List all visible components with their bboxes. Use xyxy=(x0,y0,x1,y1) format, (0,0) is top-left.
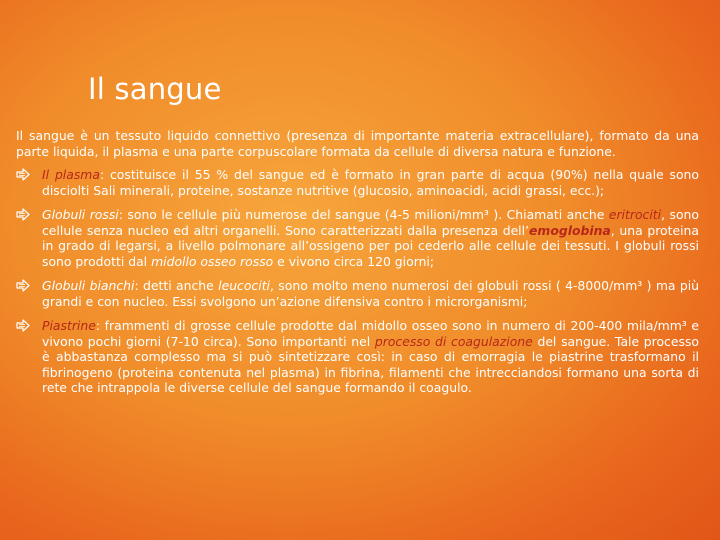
highlight-emoglobina: emoglobina xyxy=(529,222,611,238)
text-globuli-rossi-4: e vivono circa 120 giorni; xyxy=(273,253,435,269)
highlight-processo-di-coagulazione: processo di coagulazione xyxy=(374,333,533,349)
slide-title: Il sangue xyxy=(88,72,222,106)
text-leucociti: leucociti xyxy=(218,278,270,293)
text-plasma: : costituisce il 55 % del sangue ed è formato in gran parte di acqua (90%) nella quale sono disciolti Sali minerali, proteine, sostanze nutritive (glucosio, aminoacidi, acidi grassi, ecc.); xyxy=(42,167,699,198)
bullet-plasma xyxy=(16,167,699,198)
bullet-globuli-bianchi xyxy=(16,278,699,309)
arrow-bullet-icon xyxy=(16,319,30,332)
text-piastrine-2: del sangue. Tale processo è abbastanza complesso ma si può sintetizzare così: in caso di emorragia le piastrine trasformano il fibrinogeno (proteina contenuta nel plasma) in fibrina, filamenti che intrecciandosi formano una sorta di rete che intrappola le diverse cellule del sangue formando il coagulo. xyxy=(42,333,699,395)
slide-body xyxy=(16,128,699,405)
term-globuli-rossi: Globuli rossi xyxy=(42,207,119,222)
highlight-eritrociti: eritrociti xyxy=(608,207,662,222)
bullet-list xyxy=(16,167,699,396)
arrow-bullet-icon xyxy=(16,208,30,221)
arrow-bullet-icon xyxy=(16,279,30,292)
text-globuli-rossi-1: : sono le cellule più numerose del sangue (4-5 milioni/mm³ ). Chiamati anche xyxy=(118,207,609,222)
text-globuli-bianchi-1: : detti anche xyxy=(134,278,219,293)
text-globuli-bianchi-2: , sono molto meno numerosi dei globuli rossi ( 4-8000/mm³ ) ma più grandi e con nucleo. Essi svolgono un’azione difensiva contro i microrganismi; xyxy=(42,278,700,309)
bullet-globuli-rossi xyxy=(16,207,699,269)
arrow-bullet-icon xyxy=(16,168,30,181)
text-globuli-rossi-3: , una proteina in grado di legarsi, a livello polmonare all’ossigeno per poi cederlo alle cellule dei tessuti. I globuli rossi sono prodotti dal xyxy=(42,222,699,269)
term-piastrine: Piastrine xyxy=(42,318,96,333)
intro-paragraph: Il sangue è un tessuto liquido connettivo (presenza di importante materia extracellulare), formato da una parte liquida, il plasma e una parte corpuscolare formata da cellule di diversa natura e funzione. xyxy=(16,128,699,159)
text-midollo-osseo-rosso: midollo osseo rosso xyxy=(151,253,274,269)
term-globuli-bianchi: Globuli bianchi xyxy=(42,278,135,293)
text-globuli-rossi-2: , sono cellule senza nucleo ed altri organelli. Sono caratterizzati dalla presenza dell’ xyxy=(42,207,699,238)
text-piastrine-1: : frammenti di grosse cellule prodotte dal midollo osseo sono in numero di 200-400 mila/mm³ e vivono pochi giorni (7-10 circa). Sono importanti nel xyxy=(42,318,699,349)
bullet-piastrine xyxy=(16,318,699,396)
term-plasma: Il plasma xyxy=(42,167,100,182)
